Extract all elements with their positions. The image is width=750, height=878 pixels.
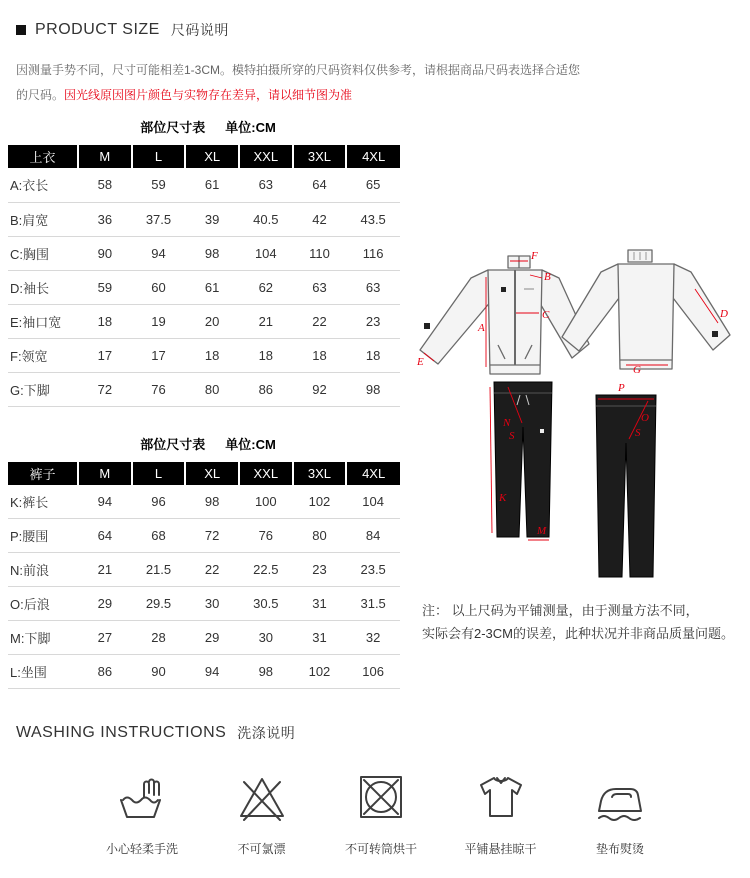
size-value: 27 [97,630,113,646]
size-value: 20 [204,313,220,329]
size-column-header: XXL [239,145,293,168]
iron-icon [592,769,648,825]
measure-letter-e: E [417,356,424,369]
measure-label: C:胸围 [10,246,50,262]
caption-text: 部位尺寸表 [140,120,206,136]
size-value: 62 [258,279,274,295]
wash-item-hang-dry [455,769,547,857]
measure-label: L:坐围 [10,665,47,681]
measure-label: K:裤长 [10,494,49,510]
size-value: 106 [362,664,384,680]
washing-instructions-header [0,703,750,743]
measure-label: P:腰围 [10,529,49,545]
size-value: 22.5 [253,562,279,578]
wash-item-no-tumble-dry [335,769,427,857]
size-value: 18 [258,347,274,363]
size-column-header: 4XL [346,145,400,168]
measure-letter-o: O [641,412,649,425]
size-value: 61 [204,279,220,295]
measure-label: O:后浪 [10,597,50,613]
size-value: 21 [97,562,113,578]
size-value: 58 [97,177,113,193]
intro-text [16,58,584,107]
size-value: 30.5 [253,596,279,612]
size-value: 59 [151,177,166,193]
size-value: 76 [258,528,274,544]
size-column-header: M [78,462,132,485]
size-value: 96 [151,493,166,509]
jacket-front-outline [420,256,589,374]
table-row [8,236,400,270]
size-value: 104 [362,493,384,509]
measure-letter-s-front: S [509,430,515,443]
washing-title-zh: 洗涤说明 [237,725,296,742]
size-value: 23 [365,313,381,329]
size-value: 63 [365,279,381,295]
wash-label: 不可转筒烘干 [344,842,417,857]
size-value: 72 [97,381,113,397]
main-content [0,107,750,689]
size-value: 90 [151,664,166,680]
table-row [8,587,400,621]
measure-letter-n: N [503,417,511,430]
tops-size-table [8,145,400,407]
size-value: 102 [308,664,331,680]
size-value: 29.5 [145,596,172,612]
size-value: 23.5 [360,562,386,578]
measure-letter-p: P [618,382,625,395]
size-value: 18 [204,347,220,363]
no-tumble-dry-icon [353,769,409,825]
table-header-row [8,462,400,485]
table-row [8,270,400,304]
size-value: 30 [204,596,220,612]
size-value: 30 [258,630,274,646]
size-column-header: 3XL [293,145,347,168]
size-value: 18 [97,313,113,329]
size-column-header: 4XL [346,462,400,485]
measure-label: A:衣长 [10,178,49,194]
size-value: 84 [365,528,381,544]
size-column-header: M [78,145,132,168]
size-value: 60 [151,279,166,295]
size-value: 63 [258,177,274,193]
measure-letter-s-back: S [635,427,641,440]
size-value: 98 [365,381,381,397]
no-bleach-icon [234,769,290,825]
size-value: 18 [365,347,381,363]
section-bullet-icon [16,25,26,35]
measurement-note [422,600,742,646]
size-value: 59 [97,279,113,295]
table-row [8,338,400,372]
section-title-en: PRODUCT SIZE [35,21,160,38]
measure-letter-b: B [544,271,551,284]
size-value: 28 [151,630,166,646]
size-value: 29 [97,596,113,612]
size-value: 104 [254,245,277,261]
table-row [8,621,400,655]
size-value: 21.5 [145,562,172,578]
size-value: 63 [312,279,327,295]
size-value: 61 [204,177,220,193]
size-value: 90 [97,245,113,261]
size-value: 22 [312,313,327,329]
table-header-row [8,145,400,168]
note-line-1: 注： 以上尺码为平铺测量，由于测量方法不同， [422,603,699,619]
size-value: 17 [151,347,166,363]
table-row [8,202,400,236]
size-value: 110 [309,245,330,261]
size-value: 42 [312,211,327,227]
caption-unit: 单位:CM [225,120,276,136]
size-value: 76 [151,381,166,397]
measure-label: G:下脚 [10,382,50,398]
wash-item-no-bleach [216,769,308,857]
measure-letter-k: K [499,492,507,505]
size-value: 19 [151,313,166,329]
measure-letter-m: M [537,525,547,538]
size-column-header: 上衣 [8,145,78,168]
size-value: 94 [151,245,166,261]
measure-letter-d: D [720,308,728,321]
measure-letter-f: F [531,250,538,263]
washing-icons-row [0,769,750,857]
pants-table-caption [8,434,408,453]
size-value: 98 [258,664,274,680]
table-row [8,655,400,689]
product-size-header [0,0,750,40]
size-value: 29 [204,630,220,646]
size-value: 116 [362,245,384,261]
size-column-header: 3XL [293,462,347,485]
measure-label: E:袖口宽 [10,314,62,330]
size-value: 43.5 [360,211,386,227]
size-value: 64 [97,528,113,544]
size-value: 22 [204,562,220,578]
size-column-header: XL [185,462,239,485]
size-column-header: 裤子 [8,462,78,485]
size-value: 72 [204,528,220,544]
wash-item-hand-wash [96,769,188,857]
size-tables-column [0,107,408,689]
size-column-header: XXL [239,462,293,485]
size-value: 98 [204,245,220,261]
wash-item-iron [574,769,666,857]
pants-size-table [8,462,400,690]
measure-letter-g: G [633,364,641,377]
measure-letter-a: A [478,322,485,335]
size-value: 94 [97,493,113,509]
table-row [8,553,400,587]
caption-text: 部位尺寸表 [140,436,206,452]
wash-label: 垫布熨烫 [595,842,644,857]
table-row [8,304,400,338]
note-line-2: 实际会有2-3CM的误差，此种状况并非商品质量问题。 [422,625,735,641]
size-column-header: XL [185,145,239,168]
hand-wash-icon [114,769,170,825]
diagram-column [408,107,750,689]
size-value: 21 [258,313,274,329]
jacket-back-outline [562,250,730,369]
pants-front-outline [494,382,552,537]
garment-diagram [412,247,748,592]
size-value: 86 [258,381,274,397]
size-value: 102 [308,493,331,509]
size-value: 31 [312,630,327,646]
wash-label: 不可氯漂 [237,842,286,857]
size-value: 64 [312,177,327,193]
size-value: 86 [97,664,113,680]
size-value: 31.5 [360,596,386,612]
size-value: 23 [312,562,327,578]
section-title-zh: 尺码说明 [170,22,229,38]
measure-label: M:下脚 [10,631,51,647]
size-value: 98 [204,493,220,509]
size-value: 94 [204,664,220,680]
measurement-diagram-svg [412,247,742,587]
size-value: 80 [312,528,327,544]
measure-letter-c: C [542,309,550,322]
measure-label: F:领宽 [10,348,48,364]
table-row [8,485,400,519]
measure-label: N:前浪 [10,563,50,579]
wash-label: 小心轻柔手洗 [105,842,178,857]
table-row [8,372,400,406]
size-value: 80 [204,381,220,397]
table-row [8,519,400,553]
wash-label: 平铺悬挂晾干 [464,842,537,857]
table-row [8,168,400,202]
washing-title-en: WASHING INSTRUCTIONS [16,724,227,742]
size-value: 31 [312,596,327,612]
size-value: 100 [254,493,277,509]
intro-text-black: 因测量手势不同，尺寸可能相差1-3CM。模特拍摄所穿的尺码资料仅供参考，请根据商品尺码表选择合适您的尺码。 [16,63,581,102]
size-value: 36 [97,211,113,227]
caption-unit: 单位:CM [225,436,276,452]
size-column-header: L [132,145,186,168]
size-value: 65 [365,177,381,193]
size-column-header: L [132,462,186,485]
size-value: 17 [97,347,113,363]
size-value: 18 [312,347,327,363]
size-value: 39 [204,211,220,227]
intro-text-red: 因光线原因图片颜色与实物存在差异，请以细节图为准 [64,87,353,102]
size-value: 92 [312,381,327,397]
hang-dry-icon [473,769,529,825]
measure-label: D:袖长 [10,280,50,296]
size-value: 40.5 [253,211,279,227]
tops-table-caption [8,117,408,136]
size-value: 37.5 [145,211,172,227]
size-value: 68 [151,528,166,544]
size-value: 32 [365,630,381,646]
measure-label: B:肩宽 [10,212,49,228]
jacket-back-sleeve-patch [712,331,718,337]
